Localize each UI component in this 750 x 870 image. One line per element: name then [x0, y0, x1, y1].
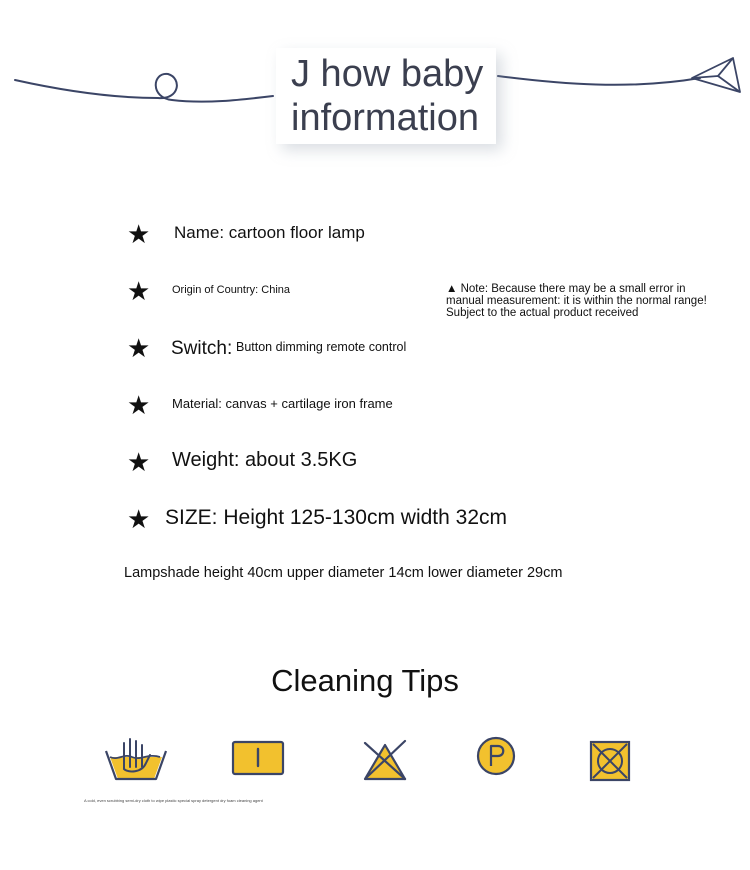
- spec-origin: Origin of Country: China: [172, 284, 290, 296]
- spec-material: Material: canvas + cartilage iron frame: [172, 396, 393, 411]
- star-bullet-icon: ★: [127, 334, 151, 364]
- decorative-string-right: [498, 76, 700, 85]
- lampshade-dimensions: Lampshade height 40cm upper diameter 14cm lower diameter 29cm: [124, 565, 563, 581]
- dry-clean-bar-icon: [229, 737, 287, 779]
- star-bullet-icon: ★: [127, 391, 151, 421]
- star-bullet-icon: ★: [127, 277, 151, 307]
- spec-size: SIZE: Height 125-130cm width 32cm: [165, 506, 507, 529]
- spec-switch-label: Switch:: [171, 338, 233, 359]
- do-not-bleach-icon: [360, 737, 410, 783]
- paper-plane-icon: [692, 58, 740, 92]
- star-bullet-icon: ★: [127, 448, 151, 478]
- spec-weight: Weight: about 3.5KG: [172, 449, 358, 471]
- cleaning-caption: A cold, even scrubbing semi-dry cloth to wipe plastic special spray detergent dry foam cleaning agent: [84, 798, 263, 803]
- spec-switch-value: Button dimming remote control: [236, 340, 407, 354]
- page-title: [291, 52, 483, 140]
- page-title-line-2: information: [291, 97, 479, 139]
- star-bullet-icon: ★: [127, 505, 151, 535]
- spec-name: Name: cartoon floor lamp: [174, 223, 365, 242]
- do-not-tumble-dry-icon: [587, 738, 633, 784]
- hand-wash-icon: [102, 735, 170, 783]
- professional-clean-p-icon: [474, 734, 520, 780]
- decorative-string-left: [15, 74, 273, 102]
- measurement-note: ▲ Note: Because there may be a small error in manual measurement: it is within the normal range! Subject to the actual product received: [446, 283, 707, 319]
- cleaning-tips-heading: Cleaning Tips: [271, 663, 459, 698]
- page-title-line-1: J how baby: [291, 53, 484, 95]
- star-bullet-icon: ★: [127, 220, 151, 250]
